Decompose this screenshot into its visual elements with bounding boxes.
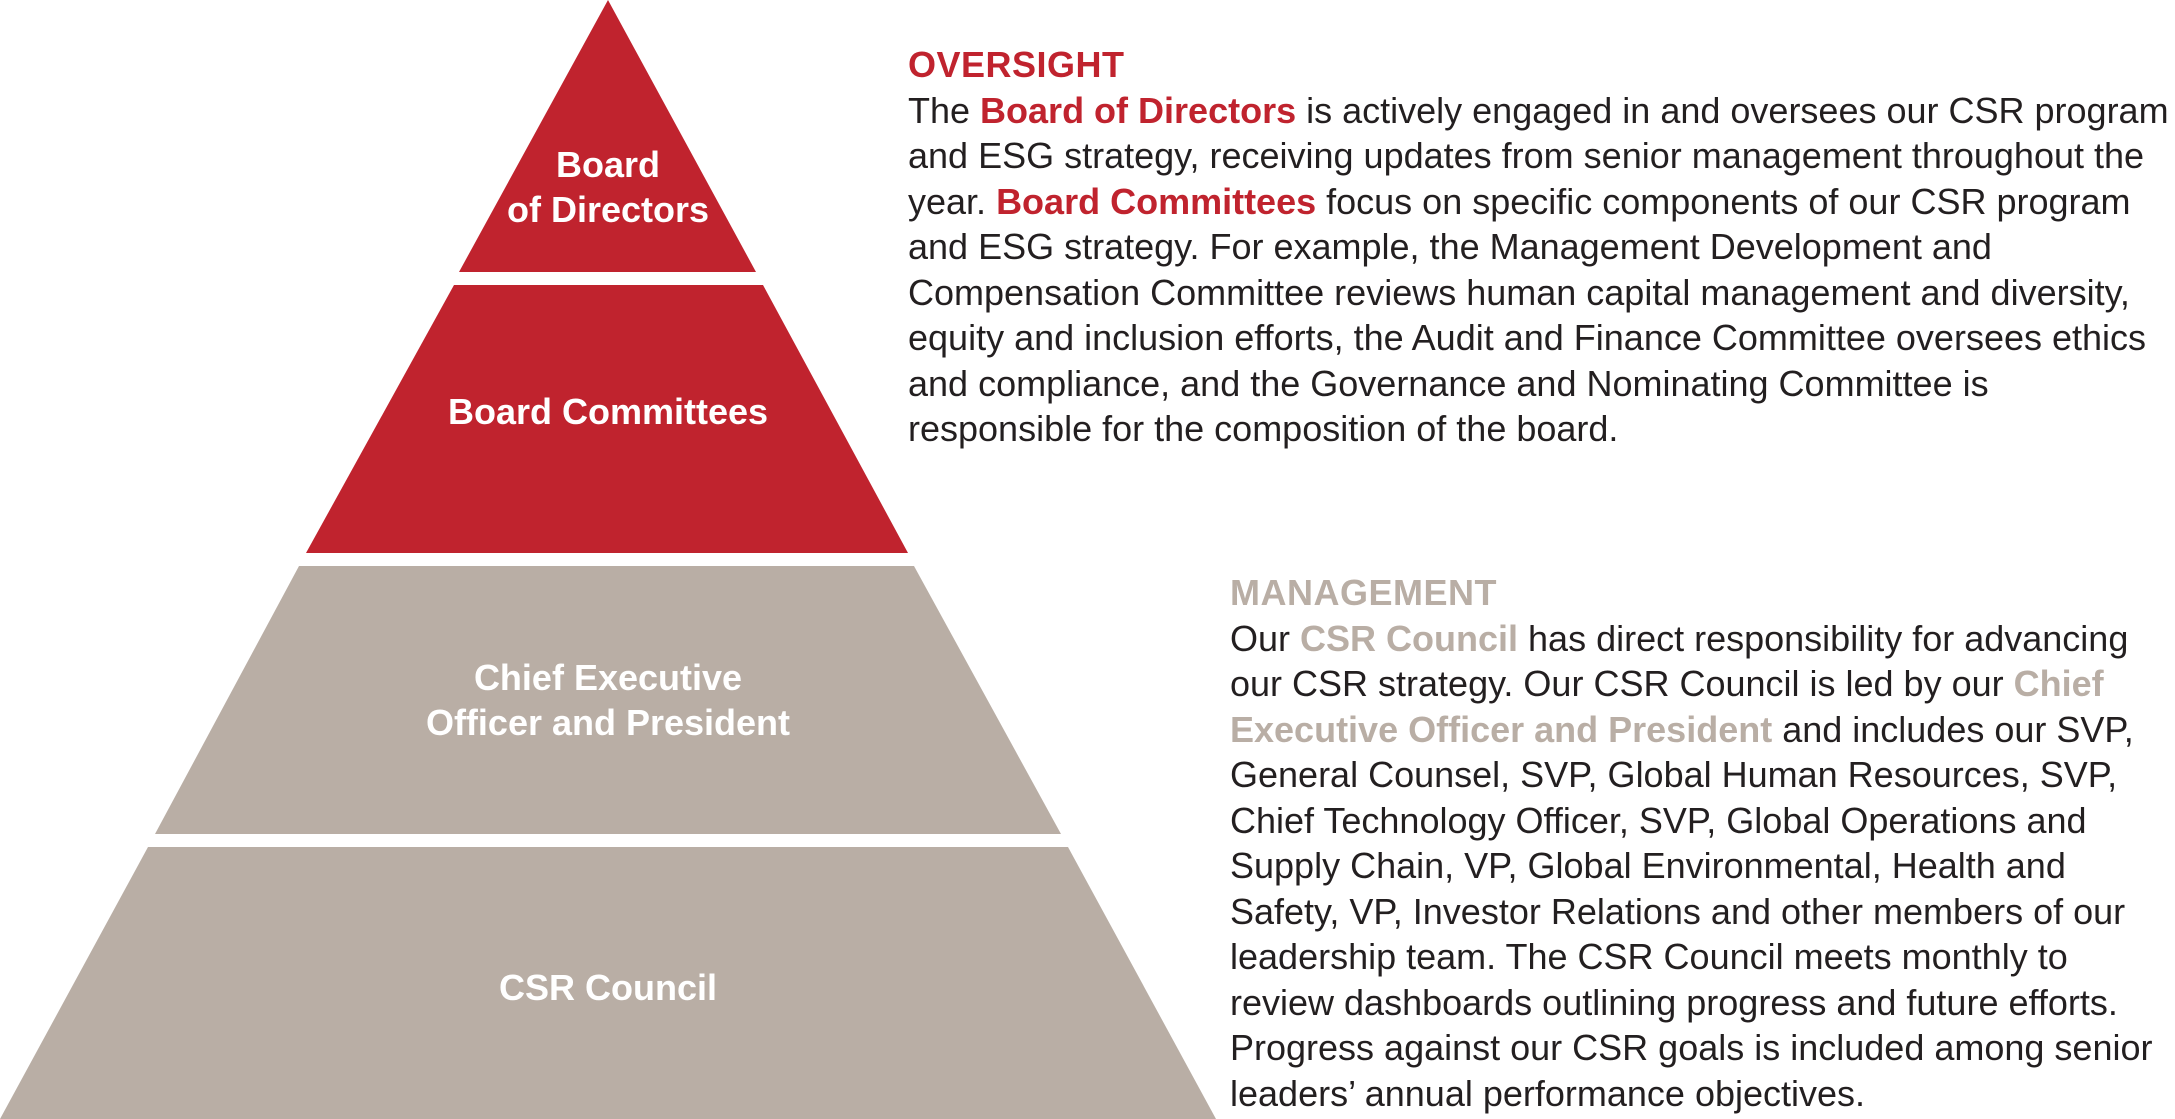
ceo-label-line1: Chief Executive — [473, 657, 743, 698]
board-label-line2: of Directors — [506, 189, 710, 230]
pyramid-tier-board-of-directors — [459, 0, 756, 272]
management-section — [1230, 570, 2175, 1116]
oversight-text-1: The — [908, 89, 981, 131]
committees-highlight: Board Committees — [996, 180, 1317, 222]
ceo-highlight: Chief Executive Officer and President — [1230, 663, 2104, 750]
oversight-section — [908, 42, 2175, 452]
management-text-1: Our — [1230, 617, 1301, 659]
council-highlight: CSR Council — [1300, 617, 1519, 659]
management-heading: MANAGEMENT — [1230, 572, 1497, 613]
ceo-label-line2: Officer and President — [425, 702, 791, 743]
oversight-text-3: focus on specific components of our CSR program and ESG strategy. For example, the Management Development and Compensation Committee reviews human capital management and diversity, equity and inclusion efforts, the Audit and Finance Committee oversees ethics and compliance, and the Governance and Nominating Committee is responsible for the composition of the board. — [908, 180, 2147, 449]
management-text-3: and includes our SVP, General Counsel, SVP, Global Human Resources, SVP, Chief Technology Officer, SVP, Global Operations and Supply Chain, VP, Global Environmental, Health and Safety, VP, Investor Relations and other members of our leadership team. The CSR Council meets monthly to review dashboards outlining progress and future efforts. Progress against our CSR goals is included among senior leaders’ annual performance objectives. — [1230, 708, 2153, 1114]
board-label-line1: Board — [555, 144, 661, 185]
pyramid-tier-ceo — [155, 566, 1061, 834]
board-highlight: Board of Directors — [980, 89, 1297, 131]
committees-label: Board Committees — [447, 391, 769, 432]
management-paragraph — [1230, 616, 2175, 1117]
oversight-paragraph — [908, 88, 2175, 452]
oversight-text-2: is actively engaged in and oversees our CSR program and ESG strategy, receiving updates from senior management throughout the year. — [908, 89, 2169, 222]
council-label: CSR Council — [498, 967, 718, 1008]
oversight-heading: OVERSIGHT — [908, 44, 1125, 85]
management-text-2: has direct responsibility for advancing our CSR strategy. Our CSR Council is led by our — [1230, 617, 2129, 704]
